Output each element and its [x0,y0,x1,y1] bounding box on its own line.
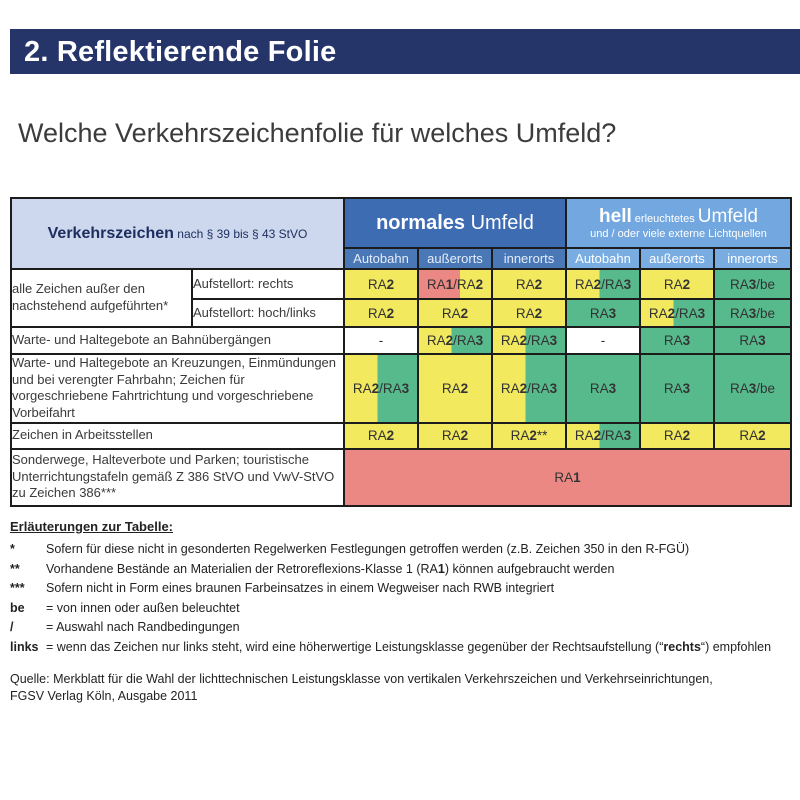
source-line-2: FGSV Verlag Köln, Ausgabe 2011 [10,688,198,703]
value-cell: RA2** [492,423,566,449]
value-cell: RA3/be [714,299,791,327]
footnote-marker: ** [10,561,20,576]
page-title: 2. Reflektierende Folie [24,36,337,68]
footnote-marker: * [10,542,15,556]
value-cell: RA2 [344,423,418,449]
foil-environment-table [10,197,792,507]
value-cell: RA2/RA3 [566,423,640,449]
row-label-arbeitsstellen: Zeichen in Arbeitsstellen [11,423,344,449]
value-cell: RA2 [640,423,714,449]
value-cell: RA3 [566,354,640,423]
row-label-alle-zeichen: alle Zeichen außer den nachstehend aufgeführten* [11,269,192,327]
value-cell: RA2 [418,423,492,449]
value-cell: RA2/RA3 [492,354,566,423]
row-label-kreuzungen: Warte- und Haltegebote an Kreuzungen, Einmündungen und bei verengter Fahrbahn; Zeichen für vorgeschriebene Fahrtrichtung und vorgeschriebene Vorbeifahrt [11,354,344,423]
row-label-bahnuebergaenge: Warte- und Haltegebote an Bahnübergängen [11,327,344,354]
source-line-1: Quelle: Merkblatt für die Wahl der lichttechnischen Leistungsklasse von vertikalen Verkehrszeichen und Verkehrseinrichtungen, [10,672,713,686]
value-cell: RA3 [640,327,714,354]
col-header-ausserorts-normal: außerorts [418,248,492,269]
value-cell-ra1-span: RA1 [344,449,791,506]
value-cell: RA3 [640,354,714,423]
footnote-item [10,561,792,578]
value-cell: RA2 [418,299,492,327]
value-cell: - [344,327,418,354]
value-cell: RA2 [344,299,418,327]
footnote-item [10,541,792,558]
footnote-text: = Auswahl nach Randbedingungen [46,620,240,634]
value-cell: RA2 [418,354,492,423]
table-row-arbeitsstellen [11,423,791,449]
row-sublabel-hochlinks: Aufstellort: hoch/links [192,299,344,327]
source-citation [10,671,792,705]
hell-subtitle: und / oder viele externe Lichtquellen [590,227,767,240]
footnote-item [10,580,792,597]
corner-header-cell [11,198,344,269]
footnote-marker: be [10,600,25,615]
hell-label-small: erleuchtetes [631,212,698,225]
title-bar [10,29,800,74]
col-header-autobahn-normal: Autobahn [344,248,418,269]
value-cell: RA3 [566,299,640,327]
header-group-row [11,198,791,248]
value-cell: RA2 [492,299,566,327]
header-hell-umfeld [566,198,791,248]
normales-label-bold: normales [376,211,466,234]
col-header-innerorts-hell: innerorts [714,248,791,269]
table-row-kreuzungen [11,354,791,423]
col-header-autobahn-hell: Autobahn [566,248,640,269]
corner-subtitle: nach § 39 bis § 43 StVO [173,226,308,241]
footnote-text: Sofern für diese nicht in gesonderten Regelwerken Festlegungen getroffen werden (z.B. Zeichen 350 in den R-FGÜ) [46,542,690,556]
col-header-ausserorts-hell: außerorts [640,248,714,269]
footnotes-section [10,519,792,705]
table-row-alle-zeichen-rechts [11,269,791,299]
footnote-text: = wenn das Zeichen nur links steht, wird eine höherwertige Leistungsklasse gegenüber der Rechtsaufstellung (“rechts“) empfohlen [46,639,772,654]
footnote-text: Sofern nicht in Form eines braunen Farbeinsatzes in einem Wegweiser nach RWB integriert [46,581,555,595]
corner-title: Verkehrszeichen [47,224,174,242]
value-cell: RA1/RA2 [418,269,492,299]
value-cell: RA2 [344,269,418,299]
value-cell: RA2/RA3 [566,269,640,299]
value-cell: RA2 [640,269,714,299]
footnote-text: Vorhandene Bestände an Materialien der Retroreflexions-Klasse 1 (RA1) können aufgebraucht werden [46,561,615,576]
footnote-marker: / [10,620,14,634]
col-header-innerorts-normal: innerorts [492,248,566,269]
value-cell: RA2 [714,423,791,449]
footnote-text: = von innen oder außen beleuchtet [46,600,240,615]
footnote-item [10,639,792,656]
footnote-item [10,600,792,617]
value-cell: RA3/be [714,269,791,299]
value-cell: RA2/RA3 [640,299,714,327]
header-normales-umfeld [344,198,566,248]
footnote-item [10,619,792,636]
table-row-bahnuebergaenge [11,327,791,354]
value-cell: RA3 [714,327,791,354]
normales-label-rest: Umfeld [465,211,534,234]
hell-label-bold: hell [599,205,632,227]
row-label-sonderwege: Sonderwege, Halteverbote und Parken; touristische Unterrichtungstafeln gemäß Z 386 StVO und VwV-StVO zu Zeichen 386*** [11,449,344,506]
footnotes-title: Erläuterungen zur Tabelle: [10,519,174,534]
value-cell: RA2 [492,269,566,299]
value-cell: RA2/RA3 [492,327,566,354]
footnote-marker: *** [10,581,25,595]
value-cell: RA3/be [714,354,791,423]
section-heading: Welche Verkehrszeichenfolie für welches Umfeld? [18,118,617,148]
hell-label-rest: Umfeld [697,205,758,227]
footnote-marker: links [10,639,39,654]
table-row-sonderwege [11,449,791,506]
value-cell: RA2/RA3 [344,354,418,423]
value-cell: - [566,327,640,354]
value-cell: RA2/RA3 [418,327,492,354]
row-sublabel-rechts: Aufstellort: rechts [192,269,344,299]
